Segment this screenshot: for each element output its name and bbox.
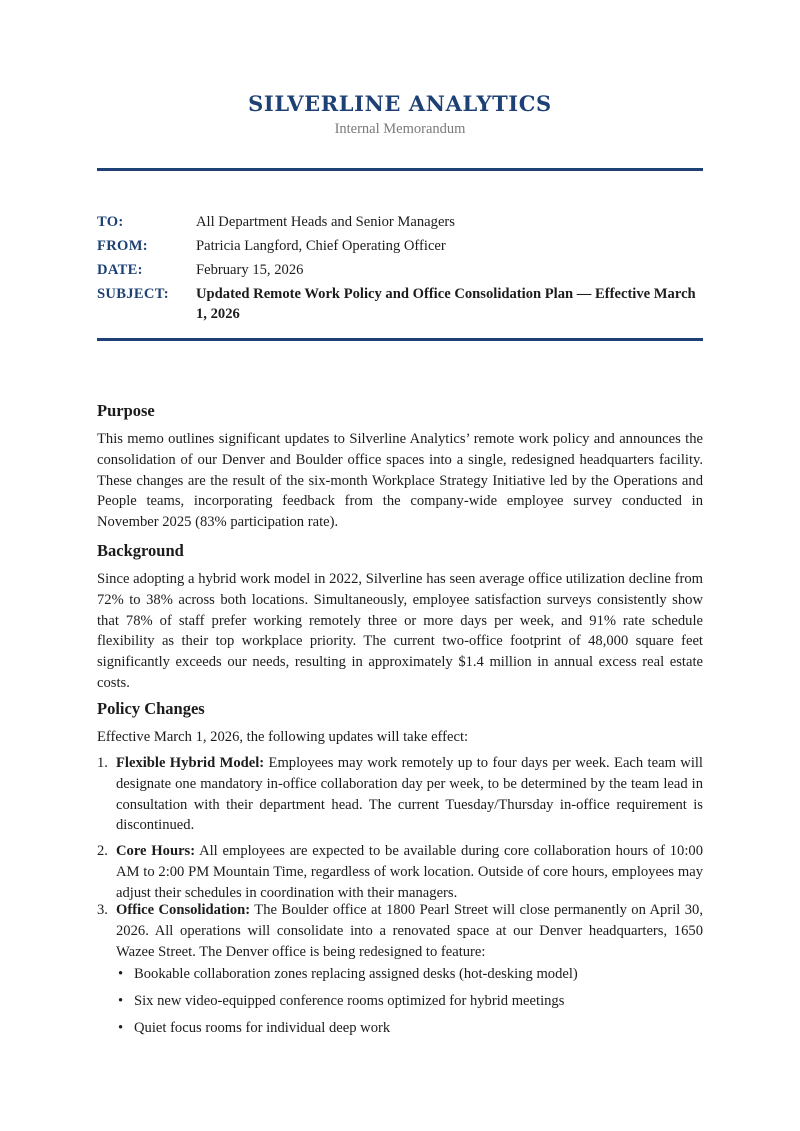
memo-subtitle: Internal Memorandum	[334, 121, 466, 137]
policy-item-number: 2.	[97, 843, 108, 859]
policy-item-text: The Boulder office at 1800 Pearl Street will close permanently on April 30, 2026. All operations will consolidate into a renovated space at our Denver headquarters, 1650 Wazee Street. The Denver office is being redesigned to feature:	[116, 902, 703, 960]
policy-item-text: All employees are expected to be available during core collaboration hours of 10:00 AM to 2:00 PM Mountain Time, regardless of work location. Outside of core hours, employees may adjust their schedules in coordination with their managers.	[116, 843, 703, 901]
background-heading: Background	[97, 541, 184, 560]
from-value: Patricia Langford, Chief Operating Officer	[196, 238, 446, 254]
purpose-heading: Purpose	[97, 401, 155, 420]
header-divider-bottom	[97, 338, 703, 341]
bullet-text: Bookable collaboration zones replacing assigned desks (hot-desking model)	[134, 966, 578, 982]
policy-item-number: 1.	[97, 755, 108, 771]
bullet-icon: •	[118, 966, 124, 982]
subject-label: SUBJECT:	[97, 286, 169, 302]
policy-item-text: Employees may work remotely up to four days per week. Each team will designate one mandatory in-office collaboration day per week, to be determined by the team lead in consultation with their department head. The current Tuesday/Thursday in-office requirement is discontinued.	[116, 755, 703, 834]
subject-value: Updated Remote Work Policy and Office Consolidation Plan — Effective March 1, 2026	[196, 286, 696, 322]
policy-item-heading: Office Consolidation:	[116, 902, 251, 918]
date-value: February 15, 2026	[196, 262, 304, 278]
header-divider-top	[97, 168, 703, 171]
bullet-text: Six new video-equipped conference rooms optimized for hybrid meetings	[134, 993, 565, 1009]
purpose-paragraph: This memo outlines significant updates to Silverline Analytics’ remote work policy and announces the consolidation of our Denver and Boulder office spaces into a single, redesigned headquarters facility. These changes are the result of the six-month Workplace Strategy Initiative led by the Operations and People teams, incorporating feedback from the company-wide employee survey conducted in November 2025 (83% participation rate).	[97, 431, 703, 531]
from-label: FROM:	[97, 238, 148, 254]
policy-item-heading: Core Hours:	[116, 843, 196, 859]
to-value: All Department Heads and Senior Managers	[196, 214, 455, 230]
bullet-icon: •	[118, 1020, 124, 1036]
policy-intro: Effective March 1, 2026, the following updates will take effect:	[97, 729, 469, 745]
policy-item-heading: Flexible Hybrid Model:	[116, 755, 265, 771]
bullet-text: Quiet focus rooms for individual deep work	[134, 1020, 391, 1036]
date-label: DATE:	[97, 262, 143, 278]
policy-item-number: 3.	[97, 902, 108, 918]
policy-heading: Policy Changes	[97, 699, 205, 718]
company-name: SILVERLINE ANALYTICS	[248, 91, 552, 116]
bullet-icon: •	[118, 993, 124, 1009]
background-paragraph: Since adopting a hybrid work model in 2022, Silverline has seen average office utilization decline from 72% to 38% across both locations. Simultaneously, employee satisfaction surveys consistently show that 78% of staff prefer working remotely three or more days per week, and 91% rate schedule flexibility as their top workplace priority. The current two-office footprint of 48,000 square feet significantly exceeds our needs, resulting in approximately $1.4 million in annual excess real estate costs.	[97, 571, 703, 691]
to-label: TO:	[97, 214, 124, 230]
